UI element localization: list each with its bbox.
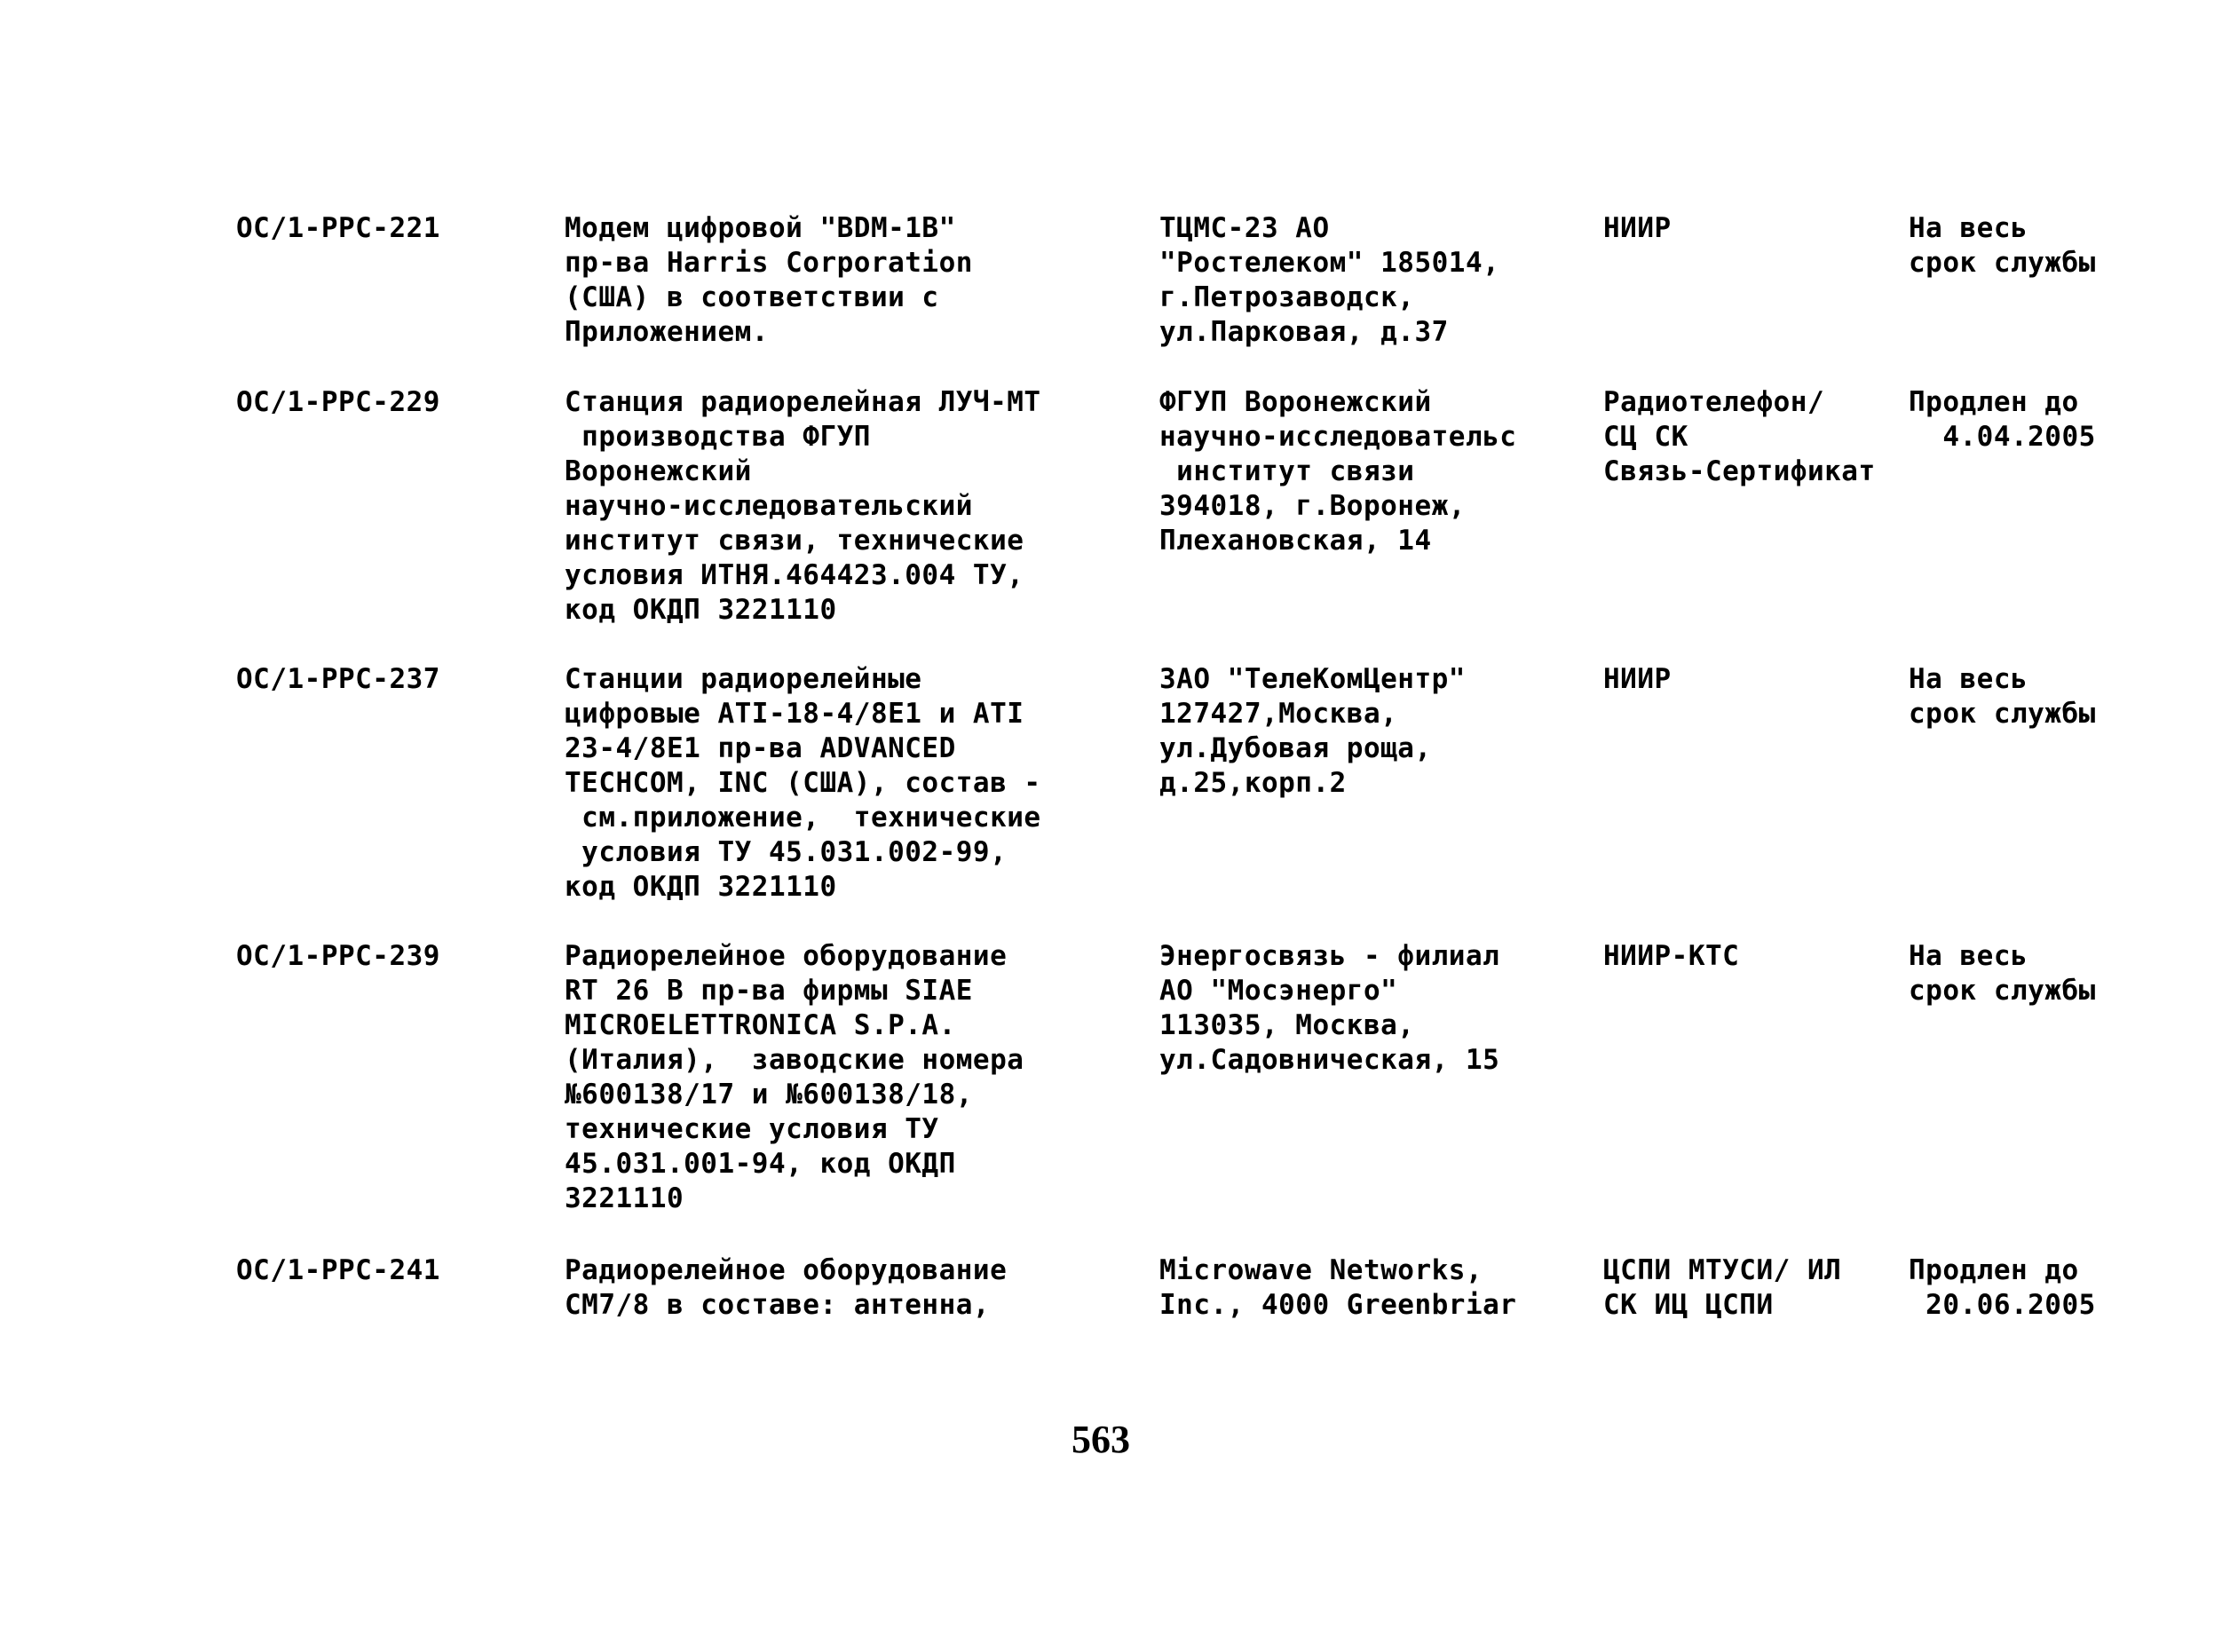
validity-period: На весь срок службы (1909, 663, 2096, 730)
certificate-code: OC/1-PPC-241 (236, 1254, 440, 1286)
product-description: Радиорелейное оборудование RT 26 B пр-ва фирмы SIAE MICROELETTRONICA S.P.A. (Италия), заводские номера №600138/17 и №600138/18, технические условия ТУ 45.031.001-94, код ОКДП 3221110 (565, 940, 1024, 1214)
page-number: 563 (1072, 1418, 1130, 1461)
certification-body: НИИР (1603, 663, 1672, 695)
certificate-code: OC/1-PPC-229 (236, 386, 440, 418)
applicant-organization: Энергосвязь - филиал АО "Мосэнерго" 113035, Москва, ул.Садовническая, 15 (1159, 940, 1500, 1076)
applicant-organization: ФГУП Воронежский научно-исследовательс институт связи 394018, г.Воронеж, Плехановская, 14 (1159, 386, 1517, 557)
product-description: Модем цифровой "BDM-1B" пр-ва Harris Corporation (США) в соответствии с Приложением. (565, 212, 973, 348)
applicant-organization: ТЦМС-23 АО "Ростелеком" 185014, г.Петрозаводск, ул.Парковая, д.37 (1159, 212, 1500, 348)
applicant-organization: Microwave Networks, Inc., 4000 Greenbriar (1159, 1254, 1517, 1321)
product-description: Радиорелейное оборудование CM7/8 в составе: антенна, (565, 1254, 1008, 1321)
certificate-code: OC/1-PPC-237 (236, 663, 440, 695)
certification-body: НИИР (1603, 212, 1672, 244)
certification-body: НИИР-КТС (1603, 940, 1740, 972)
applicant-organization: ЗАО "ТелеКомЦентр" 127427,Москва, ул.Дубовая роща, д.25,корп.2 (1159, 663, 1466, 799)
certificate-code: OC/1-PPC-239 (236, 940, 440, 972)
product-description: Станции радиорелейные цифровые ATI-18-4/8E1 и ATI 23-4/8E1 пр-ва ADVANCED TECHCOM, INC (США), состав - см.приложение, технические условия ТУ 45.031.002-99, код ОКДП 3221110 (565, 663, 1041, 903)
validity-period: Продлен до 4.04.2005 (1909, 386, 2096, 453)
product-description: Станция радиорелейная ЛУЧ-МТ производства ФГУП Воронежский научно-исследовательский институт связи, технические условия ИТНЯ.464423.004 ТУ, код ОКДП 3221110 (565, 386, 1041, 626)
validity-period: Продлен до 20.06.2005 (1909, 1254, 2096, 1321)
validity-period: На весь срок службы (1909, 940, 2096, 1007)
certification-body: Радиотелефон/ СЦ СК Связь-Сертификат (1603, 386, 1876, 487)
validity-period: На весь срок службы (1909, 212, 2096, 279)
certificate-code: OC/1-PPC-221 (236, 212, 440, 244)
certification-body: ЦСПИ МТУСИ/ ИЛ СК ИЦ ЦСПИ (1603, 1254, 1842, 1321)
